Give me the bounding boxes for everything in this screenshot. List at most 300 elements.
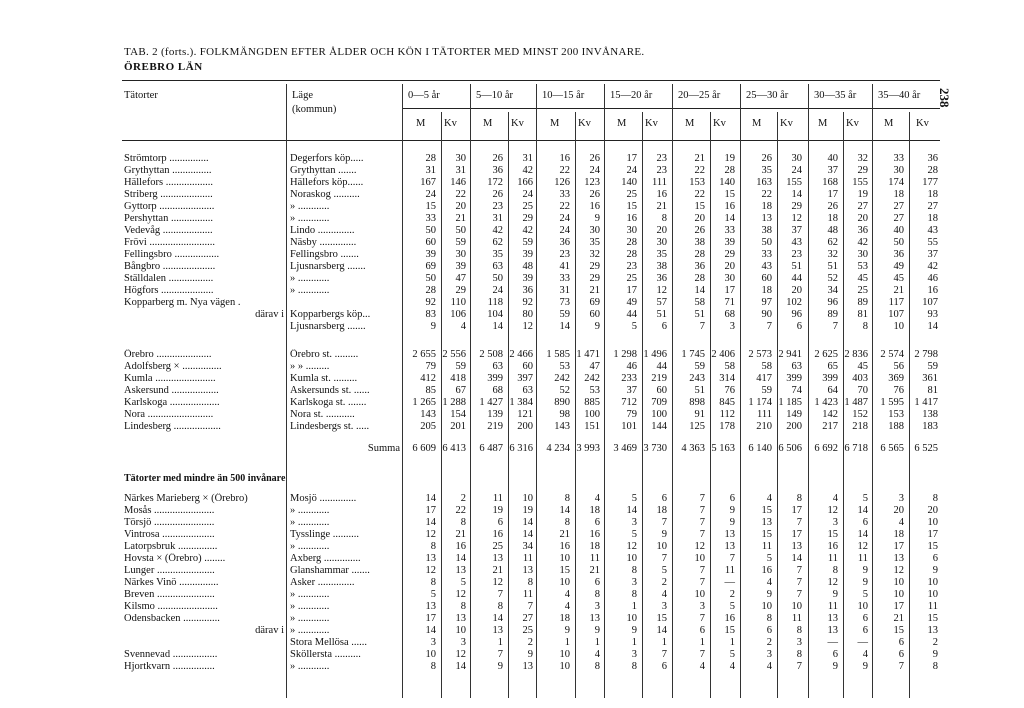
cell-female: 32 <box>857 153 868 164</box>
cell-female: 89 <box>857 297 868 308</box>
cell-male: 1 585 <box>546 349 570 360</box>
cell-male: 4 <box>699 661 705 672</box>
cell-male: 21 <box>492 565 503 576</box>
locality-name: Vedevåg ................... <box>124 225 213 236</box>
locality-name: Striberg .................... <box>124 189 213 200</box>
cell-female: 15 <box>927 541 938 552</box>
cell-female: 12 <box>455 589 466 600</box>
cell-female: 76 <box>724 385 735 396</box>
cell-male: 4 363 <box>681 443 705 454</box>
cell-female: 2 798 <box>914 349 938 360</box>
cell-female: 6 <box>796 321 802 332</box>
cell-male: 6 <box>766 625 772 636</box>
table-row <box>0 201 1024 213</box>
cell-male: 18 <box>559 613 570 624</box>
cell-male: 18 <box>893 189 904 200</box>
cell-female: 30 <box>656 237 667 248</box>
cell-male: 79 <box>425 361 436 372</box>
cell-male: 65 <box>827 361 838 372</box>
cell-male: 8 <box>497 601 503 612</box>
cell-male: 41 <box>559 261 570 272</box>
cell-male: 45 <box>893 273 904 284</box>
cell-female: 47 <box>589 361 600 372</box>
cell-female: 45 <box>857 361 868 372</box>
cell-male: 7 <box>497 589 503 600</box>
cell-male: 22 <box>559 201 570 212</box>
cell-male: 85 <box>425 385 436 396</box>
cell-male: 3 <box>631 517 637 528</box>
cell-female: 7 <box>527 601 533 612</box>
cell-male: 2 <box>766 637 772 648</box>
cell-female: 12 <box>791 213 802 224</box>
cell-male: 11 <box>761 541 772 552</box>
cell-male: 14 <box>425 625 436 636</box>
cell-female: 32 <box>589 249 600 260</box>
cell-female: 8 <box>796 493 802 504</box>
cell-female: 13 <box>455 613 466 624</box>
cell-female: 51 <box>656 309 667 320</box>
cell-male: 118 <box>487 297 503 308</box>
cell-male: 7 <box>699 529 705 540</box>
table-row <box>0 273 1024 285</box>
cell-female: 1 417 <box>914 397 938 408</box>
cell-female: 47 <box>455 273 466 284</box>
cell-male: 8 <box>631 565 637 576</box>
cell-female: 46 <box>927 273 938 284</box>
locality-name: Ställdalen ................. <box>124 273 214 284</box>
cell-female: 15 <box>656 613 667 624</box>
cell-male: 14 <box>425 517 436 528</box>
cell-male: 16 <box>827 541 838 552</box>
cell-female: 100 <box>584 409 600 420</box>
cell-male: 898 <box>689 397 705 408</box>
cell-female: 201 <box>450 421 466 432</box>
cell-female: 44 <box>656 361 667 372</box>
cell-female: 67 <box>455 385 466 396</box>
cell-female: 53 <box>589 385 600 396</box>
cell-male: 10 <box>694 589 705 600</box>
cell-female: 166 <box>517 177 533 188</box>
cell-female: 11 <box>857 553 868 564</box>
cell-male: 36 <box>694 261 705 272</box>
col-header-kommun: (kommun) <box>292 104 337 115</box>
cell-male: 7 <box>699 649 705 660</box>
cell-male: 14 <box>492 321 503 332</box>
cell-female: 11 <box>589 553 600 564</box>
municipality: Tysslinge .......... <box>290 529 359 540</box>
cell-female: 8 <box>527 577 533 588</box>
cell-female: 35 <box>656 249 667 260</box>
cell-female: 20 <box>927 505 938 516</box>
cell-male: 4 <box>766 577 772 588</box>
cell-male: 50 <box>492 273 503 284</box>
cell-female: 59 <box>455 361 466 372</box>
cell-male: 4 <box>766 493 772 504</box>
locality-name: Karlskoga ................... <box>124 397 220 408</box>
locality-name: Fellingsbro ................. <box>124 249 220 260</box>
table-row <box>0 577 1024 589</box>
cell-female: 219 <box>651 373 667 384</box>
cell-male: 1 <box>631 601 637 612</box>
cell-male: 4 234 <box>546 443 570 454</box>
cell-male: 21 <box>893 285 904 296</box>
cell-female: 31 <box>522 153 533 164</box>
municipality: » ............ <box>290 625 330 636</box>
cell-male: 24 <box>559 225 570 236</box>
cell-male: 25 <box>626 273 637 284</box>
cell-female: 39 <box>724 237 735 248</box>
cell-female: 17 <box>724 285 735 296</box>
cell-male: 50 <box>425 225 436 236</box>
cell-female: 8 <box>796 649 802 660</box>
municipality: Noraskog .......... <box>290 189 360 200</box>
locality-name: Askersund .................. <box>124 385 219 396</box>
cell-female: 28 <box>724 165 735 176</box>
cell-female: 58 <box>724 361 735 372</box>
cell-female: 21 <box>656 201 667 212</box>
cell-female: 1 288 <box>442 397 466 408</box>
age-group-header: 20—25 år <box>678 90 721 101</box>
cell-male: 16 <box>626 213 637 224</box>
cell-male: 7 <box>699 517 705 528</box>
cell-male: 31 <box>559 285 570 296</box>
municipality: Karlskoga st. ....... <box>290 397 367 408</box>
cell-male: 33 <box>893 153 904 164</box>
cell-male: 6 <box>497 517 503 528</box>
cell-female: 30 <box>589 225 600 236</box>
cell-male: 22 <box>694 189 705 200</box>
cell-male: 15 <box>827 529 838 540</box>
table-row <box>0 373 1024 385</box>
table-row <box>0 661 1024 673</box>
cell-male: 3 <box>631 649 637 660</box>
cell-female: 30 <box>455 153 466 164</box>
cell-male: 6 692 <box>814 443 838 454</box>
cell-male: 4 <box>898 517 904 528</box>
cell-male: 188 <box>888 421 904 432</box>
municipality: Asker .............. <box>290 577 355 588</box>
cell-male: 172 <box>487 177 503 188</box>
cell-male: 1 <box>699 637 705 648</box>
cell-female: 14 <box>455 553 466 564</box>
cell-male: 27 <box>893 213 904 224</box>
cell-female: 20 <box>791 285 802 296</box>
cell-male: 38 <box>761 225 772 236</box>
cell-female: 34 <box>522 541 533 552</box>
cell-male: 37 <box>827 165 838 176</box>
cell-male: 21 <box>893 613 904 624</box>
cell-female: 121 <box>517 409 533 420</box>
cell-male: 40 <box>893 225 904 236</box>
top-rule <box>122 80 940 81</box>
table-row <box>0 321 1024 333</box>
cell-female: 25 <box>522 201 533 212</box>
cell-female: 149 <box>786 409 802 420</box>
cell-female: 74 <box>791 385 802 396</box>
cell-male: 8 <box>832 565 838 576</box>
cell-female: 22 <box>455 505 466 516</box>
cell-female: 11 <box>791 613 802 624</box>
cell-female: 18 <box>927 189 938 200</box>
cell-female: 70 <box>857 385 868 396</box>
cell-female: 51 <box>791 261 802 272</box>
cell-male: 31 <box>492 213 503 224</box>
cell-male: 40 <box>827 153 838 164</box>
cell-male: 4 <box>766 661 772 672</box>
cell-female: 36 <box>927 153 938 164</box>
cell-female: 11 <box>522 553 533 564</box>
cell-female: 13 <box>724 529 735 540</box>
cell-female: 9 <box>729 517 735 528</box>
cell-male: 13 <box>492 553 503 564</box>
table-row <box>0 177 1024 189</box>
cell-female: 27 <box>927 201 938 212</box>
cell-female: 29 <box>589 273 600 284</box>
sub-header-m: M <box>752 118 762 129</box>
cell-male: 28 <box>626 237 637 248</box>
cell-female: 29 <box>589 261 600 272</box>
cell-female: 20 <box>857 213 868 224</box>
table-row <box>0 249 1024 261</box>
cell-female: 8 <box>460 517 466 528</box>
cell-male: 6 <box>699 625 705 636</box>
cell-male: 34 <box>827 285 838 296</box>
cell-female: 21 <box>589 565 600 576</box>
cell-female: 55 <box>927 237 938 248</box>
cell-female: 6 <box>862 517 868 528</box>
cell-male: 712 <box>621 397 637 408</box>
sub-header-kv: Kv <box>713 118 726 129</box>
cell-male: 14 <box>559 321 570 332</box>
cell-female: 5 <box>729 601 735 612</box>
cell-male: 5 <box>631 321 637 332</box>
cell-male: 153 <box>888 409 904 420</box>
cell-female: 17 <box>791 505 802 516</box>
cell-male: 126 <box>554 177 570 188</box>
cell-male: 13 <box>425 601 436 612</box>
cell-male: 3 469 <box>613 443 637 454</box>
cell-female: 14 <box>522 529 533 540</box>
cell-male: 35 <box>761 165 772 176</box>
table-row <box>0 493 1024 505</box>
cell-female: 48 <box>522 261 533 272</box>
municipality: » ............ <box>290 201 330 212</box>
cell-female: 14 <box>724 213 735 224</box>
cell-female: 397 <box>517 373 533 384</box>
cell-male: 12 <box>626 541 637 552</box>
municipality: Grythyttan ....... <box>290 165 357 176</box>
cell-male: 42 <box>492 225 503 236</box>
cell-female: 111 <box>652 177 667 188</box>
cell-female: 29 <box>791 201 802 212</box>
cell-male: 7 <box>699 613 705 624</box>
cell-female: 60 <box>589 309 600 320</box>
cell-female: 6 <box>862 625 868 636</box>
cell-female: 7 <box>796 661 802 672</box>
locality-name: Kilsmo ....................... <box>124 601 218 612</box>
locality-name: Svennevad ................. <box>124 649 218 660</box>
cell-female: 21 <box>455 213 466 224</box>
cell-male: 399 <box>487 373 503 384</box>
cell-female: 100 <box>651 409 667 420</box>
cell-female: 13 <box>589 613 600 624</box>
locality-name: Högfors .................... <box>124 285 214 296</box>
cell-male: 10 <box>559 553 570 564</box>
cell-male: 11 <box>827 601 838 612</box>
cell-female: 30 <box>724 273 735 284</box>
cell-female: 242 <box>584 373 600 384</box>
cell-male: 22 <box>761 189 772 200</box>
cell-female: 5 <box>862 589 868 600</box>
locality-name: Hällefors .................. <box>124 177 213 188</box>
cell-male: 36 <box>559 237 570 248</box>
cell-female: — <box>724 577 735 588</box>
cell-male: 107 <box>888 309 904 320</box>
col-header-lage: Läge <box>292 90 313 101</box>
cell-female: 63 <box>791 361 802 372</box>
sub-header-m: M <box>416 118 426 129</box>
cell-male: 17 <box>893 601 904 612</box>
cell-female: 6 718 <box>844 443 868 454</box>
cell-male: 98 <box>559 409 570 420</box>
cell-male: 9 <box>564 625 570 636</box>
cell-male: 38 <box>694 237 705 248</box>
cell-male: 17 <box>425 613 436 624</box>
cell-female: 7 <box>661 649 667 660</box>
cell-male: 10 <box>626 553 637 564</box>
cell-male: 9 <box>497 661 503 672</box>
locality-name: Hjortkvarn ................ <box>124 661 215 672</box>
cell-female: 4 <box>460 321 466 332</box>
cell-female: 9 <box>729 505 735 516</box>
sub-header-m: M <box>617 118 627 129</box>
age-group-header: 30—35 år <box>814 90 857 101</box>
cell-male: 10 <box>761 601 772 612</box>
cell-female: 3 <box>796 637 802 648</box>
locality-name: Vintrosa .................... <box>124 529 215 540</box>
cell-female: 69 <box>589 297 600 308</box>
cell-male: 890 <box>554 397 570 408</box>
cell-female: 21 <box>455 529 466 540</box>
cell-male: 14 <box>559 505 570 516</box>
cell-female: 42 <box>857 237 868 248</box>
cell-female: 20 <box>724 261 735 272</box>
table-row <box>0 397 1024 409</box>
cell-female: 418 <box>450 373 466 384</box>
cell-female: 30 <box>455 249 466 260</box>
municipality: » ............ <box>290 517 330 528</box>
cell-female: 16 <box>724 613 735 624</box>
cell-male: 10 <box>559 649 570 660</box>
cell-female: 6 525 <box>914 443 938 454</box>
cell-male: 18 <box>893 529 904 540</box>
cell-male: 7 <box>699 505 705 516</box>
cell-male: 101 <box>621 421 637 432</box>
cell-female: 7 <box>661 517 667 528</box>
cell-female: 16 <box>656 189 667 200</box>
locality-name: Kopparberg m. Nya vägen . <box>124 297 241 308</box>
cell-male: 25 <box>492 541 503 552</box>
cell-female: 9 <box>527 649 533 660</box>
cell-female: 177 <box>922 177 938 188</box>
cell-male: 26 <box>492 153 503 164</box>
cell-female: 12 <box>522 321 533 332</box>
cell-female: 30 <box>791 153 802 164</box>
municipality: » ............ <box>290 273 330 284</box>
cell-female: 14 <box>857 529 868 540</box>
cell-female: 15 <box>724 189 735 200</box>
cell-female: 8 <box>594 661 600 672</box>
cell-male: 3 <box>699 601 705 612</box>
cell-female: 36 <box>857 225 868 236</box>
cell-female: 2 941 <box>778 349 802 360</box>
cell-female: 7 <box>729 553 735 564</box>
cell-female: 68 <box>724 309 735 320</box>
cell-male: 3 <box>832 517 838 528</box>
cell-male: 48 <box>827 225 838 236</box>
municipality: Kopparbergs köp... <box>290 309 371 320</box>
cell-female: 1 <box>729 637 735 648</box>
cell-male: 26 <box>827 201 838 212</box>
cell-male: 49 <box>893 261 904 272</box>
cell-female: 3 <box>661 601 667 612</box>
table-row <box>0 625 1024 637</box>
cell-male: 27 <box>893 201 904 212</box>
county-subtitle: ÖREBRO LÄN <box>124 61 203 73</box>
cell-female: 314 <box>719 373 735 384</box>
locality-name: Törsjö ....................... <box>124 517 215 528</box>
cell-female: 16 <box>724 201 735 212</box>
cell-female: 14 <box>857 505 868 516</box>
locality-name: Hovsta × (Örebro) ........ <box>124 553 226 564</box>
cell-male: 14 <box>492 613 503 624</box>
cell-male: 50 <box>893 237 904 248</box>
cell-male: 37 <box>626 385 637 396</box>
cell-male: 33 <box>559 189 570 200</box>
cell-female: 1 185 <box>778 397 802 408</box>
cell-male: 8 <box>564 493 570 504</box>
cell-female: 5 <box>661 565 667 576</box>
cell-male: 15 <box>626 201 637 212</box>
cell-female: 3 <box>729 321 735 332</box>
cell-male: 64 <box>827 385 838 396</box>
cell-male: 62 <box>827 237 838 248</box>
cell-female: 14 <box>927 321 938 332</box>
cell-male: 243 <box>689 373 705 384</box>
cell-male: 56 <box>893 361 904 372</box>
sub-header-kv: Kv <box>780 118 793 129</box>
cell-female: 8 <box>460 601 466 612</box>
cell-male: 15 <box>425 201 436 212</box>
cell-male: 233 <box>621 373 637 384</box>
cell-female: 38 <box>656 261 667 272</box>
cell-male: 6 487 <box>479 443 503 454</box>
table-row <box>0 589 1024 601</box>
cell-male: 51 <box>694 309 705 320</box>
cell-female: 154 <box>450 409 466 420</box>
cell-female: 37 <box>927 249 938 260</box>
cell-female: 709 <box>651 397 667 408</box>
cell-female: 6 <box>661 321 667 332</box>
cell-male: 25 <box>626 189 637 200</box>
cell-female: 53 <box>857 261 868 272</box>
cell-male: 63 <box>492 361 503 372</box>
cell-female: 6 <box>661 493 667 504</box>
table-row <box>0 649 1024 661</box>
cell-female: 14 <box>656 625 667 636</box>
cell-male: 1 265 <box>412 397 436 408</box>
cell-female: 200 <box>517 421 533 432</box>
